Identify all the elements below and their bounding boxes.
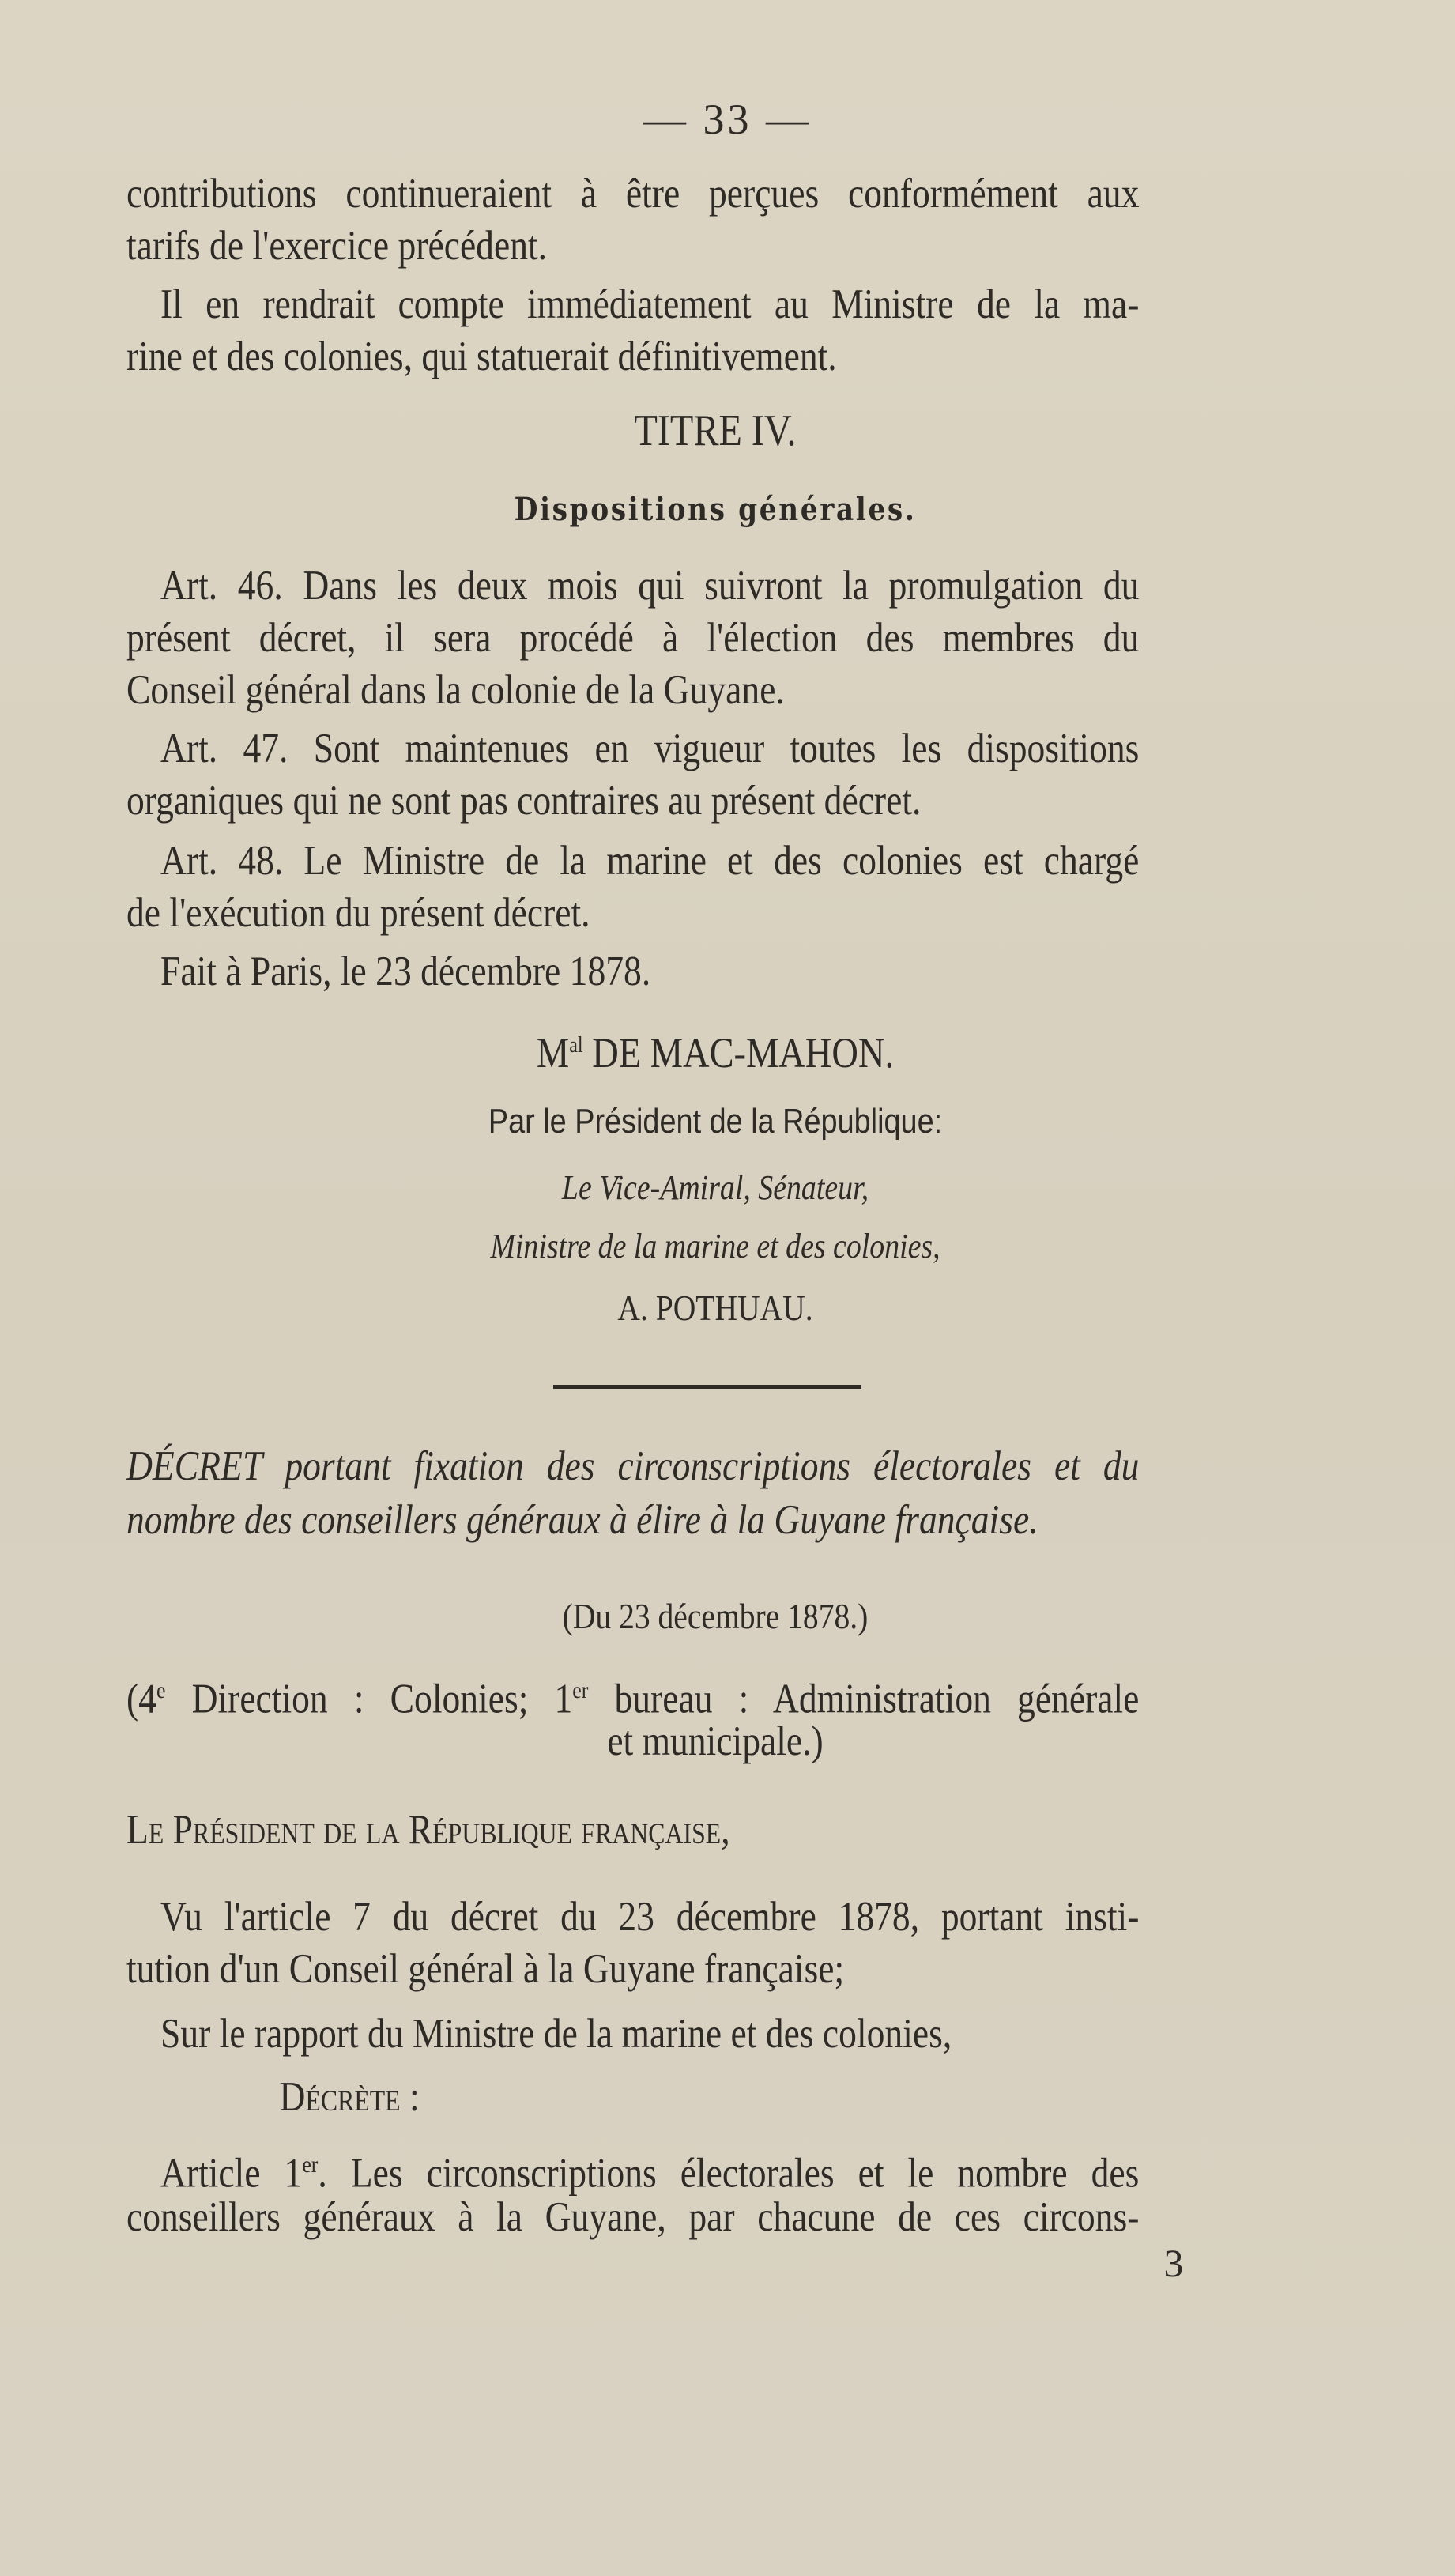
article-46-line: Art. 46. Dans les deux mois qui suivront la promulgation du xyxy=(160,563,1140,609)
text-line: rine et des colonies, qui statuerait définitivement. xyxy=(126,334,837,379)
signature-sup: al xyxy=(569,1033,583,1058)
signature-mark: 3 xyxy=(1163,2241,1184,2285)
section-title: TITRE IV. xyxy=(634,406,797,455)
signature-title: Par le Président de la République: xyxy=(488,1102,943,1141)
signature-role: Ministre de la marine et des colonies, xyxy=(490,1227,940,1265)
text-line: tarifs de l'exercice précédent. xyxy=(126,223,548,269)
article-part: . Les circonscriptions électorales et le nombre des xyxy=(318,2150,1140,2197)
decrete-line: Décrète : xyxy=(279,2074,420,2120)
article-sup: er xyxy=(302,2152,319,2178)
article-46-line: présent décret, il sera procédé à l'élection des membres du xyxy=(126,615,1140,661)
signature-name-2: A. POTHUAU. xyxy=(617,1288,813,1328)
signature-rest: DE MAC-MAHON. xyxy=(582,1029,895,1077)
vu-line: Vu l'article 7 du décret du 23 décembre 1878, portant insti- xyxy=(160,1894,1140,1940)
text-line: contributions continueraient à être perçues conformément aux xyxy=(126,171,1140,217)
article-1-line: conseillers généraux à la Guyane, par chacune de ces circons- xyxy=(126,2194,1140,2240)
section-subtitle: Dispositions générales. xyxy=(514,491,917,528)
direction-part: (4 xyxy=(126,1676,156,1722)
divider-rule xyxy=(553,1385,861,1389)
article-47-line: organiques qui ne sont pas contraires au présent décret. xyxy=(126,778,922,824)
article-47-line: Art. 47. Sont maintenues en vigueur toutes les dispositions xyxy=(160,726,1140,771)
vu-line: tution d'un Conseil général à la Guyane française; xyxy=(126,1946,845,1992)
direction-part: Direction : Colonies; 1 xyxy=(165,1676,573,1722)
article-part: Article 1 xyxy=(160,2150,303,2197)
direction-part: bureau : Administration générale xyxy=(588,1676,1140,1722)
decree-date: (Du 23 décembre 1878.) xyxy=(562,1596,869,1636)
article-48-line: Art. 48. Le Ministre de la marine et des colonies est chargé xyxy=(160,838,1140,884)
article-48-line: de l'exécution du présent décret. xyxy=(126,890,590,936)
text-line: Il en rendrait compte immédiatement au Ministre de la ma- xyxy=(160,281,1140,327)
president-line: Le Président de la République française, xyxy=(126,1807,730,1853)
signature-role: Le Vice-Amiral, Sénateur, xyxy=(561,1168,869,1207)
decree-title: DÉCRET portant fixation des circonscriptions électorales et du xyxy=(126,1443,1140,1489)
direction-line: et municipale.) xyxy=(607,1718,824,1764)
direction-sup: e xyxy=(156,1677,166,1703)
decree-title: nombre des conseillers généraux à élire à la Guyane française. xyxy=(126,1497,1038,1543)
signature-name xyxy=(209,1020,1221,1079)
date-line: Fait à Paris, le 23 décembre 1878. xyxy=(160,949,651,994)
direction-sup: er xyxy=(572,1677,589,1703)
page-number: — 33 — xyxy=(643,96,812,143)
rapport-line: Sur le rapport du Ministre de la marine et des colonies, xyxy=(160,2011,952,2057)
article-46-line: Conseil général dans la colonie de la Guyane. xyxy=(126,667,785,713)
signature-prefix: M xyxy=(536,1029,570,1077)
